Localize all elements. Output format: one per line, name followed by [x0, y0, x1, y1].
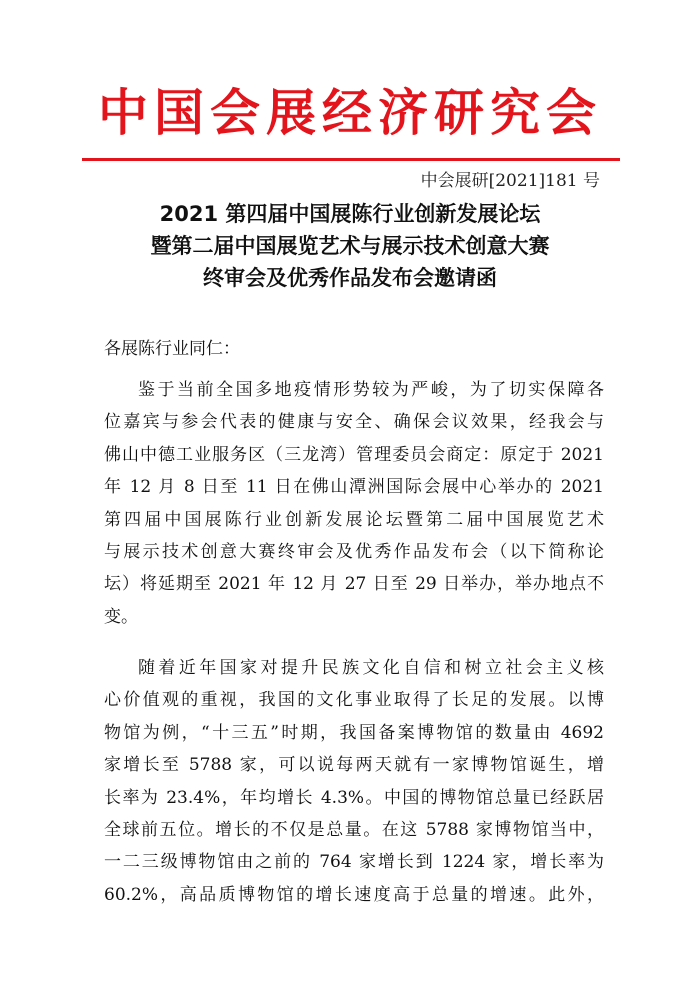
- title-line-2: 暨第二届中国展览艺术与展示技术创意大赛: [150, 234, 550, 258]
- document-title: [0, 198, 700, 294]
- paragraph-line: 60.2%，高品质博物馆的增长速度高于总量的增速。此外，: [104, 884, 604, 905]
- body-paragraph-1: [104, 374, 604, 633]
- paragraph-line: 随着近年国家对提升民族文化自信和树立社会主义核: [138, 658, 604, 678]
- paragraph-line: 长率为 23.4%，年均增长 4.3%。中国的博物馆总量已经跃居: [104, 787, 604, 808]
- paragraph-line: 全球前五位。增长的不仅是总量。在这 5788 家博物馆当中，: [104, 819, 604, 840]
- title-line-3: 终审会及优秀作品发布会邀请函: [203, 266, 497, 290]
- paragraph-line: 坛）将延期至 2021 年 12 月 27 日至 29 日举办，举办地点不: [104, 574, 604, 595]
- paragraph-line: 年 12 月 8 日至 11 日在佛山潭洲国际会展中心举办的 2021: [104, 477, 604, 498]
- paragraph-line: 第四届中国展陈行业创新发展论坛暨第二届中国展览艺术: [104, 509, 604, 530]
- paragraph-line: 佛山中德工业服务区（三龙湾）管理委员会商定：原定于 2021: [104, 444, 604, 465]
- paragraph-line: 与展示技术创意大赛终审会及优秀作品发布会（以下简称论: [104, 541, 604, 562]
- red-divider: [82, 158, 620, 161]
- title-line-1: 2021 第四届中国展陈行业创新发展论坛: [159, 202, 541, 226]
- document-number: 中会展研[2021]181 号: [420, 171, 600, 191]
- paragraph-line: 一二三级博物馆由之前的 764 家增长到 1224 家，增长率为: [104, 852, 604, 873]
- masthead-title: 中国会展经济研究会: [98, 84, 602, 142]
- paragraph-line: 位嘉宾与参会代表的健康与安全、确保会议效果，经我会与: [104, 412, 604, 433]
- paragraph-line: 鉴于当前全国多地疫情形势较为严峻，为了切实保障各: [138, 380, 604, 400]
- paragraph-line: 家增长至 5788 家，可以说每两天就有一家博物馆诞生，增: [104, 755, 604, 776]
- paragraph-line: 变。: [104, 606, 138, 627]
- paragraph-line: 心价值观的重视，我国的文化事业取得了长足的发展。以博: [104, 690, 604, 711]
- body-paragraph-2: [104, 652, 604, 911]
- greeting: 各展陈行业同仁：: [104, 339, 240, 359]
- paragraph-line: 物馆为例，“十三五”时期，我国备案博物馆的数量由 4692: [104, 722, 604, 743]
